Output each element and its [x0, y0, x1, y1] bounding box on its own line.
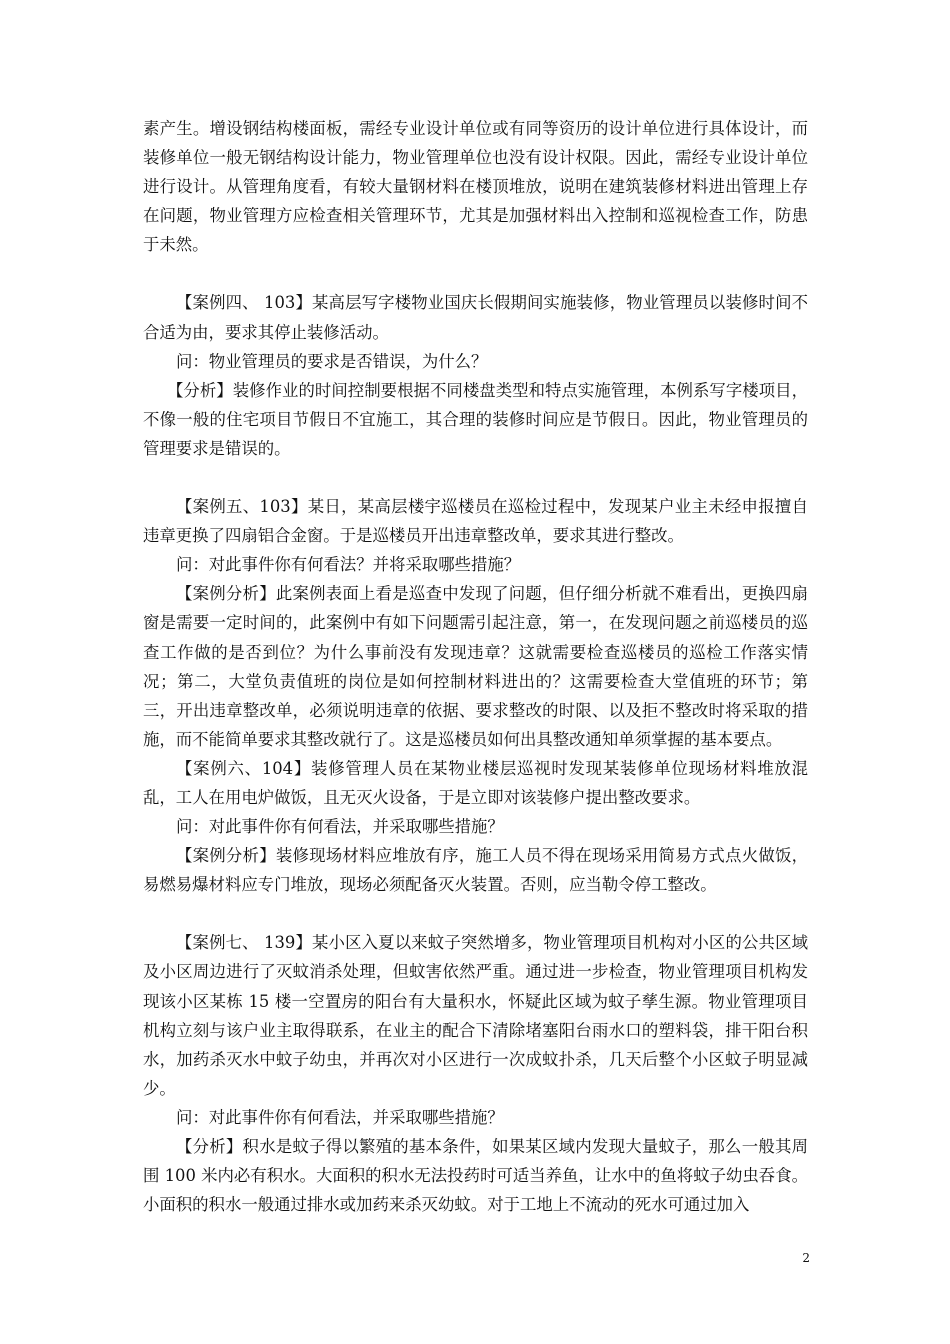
case-four-question: 问：物业管理员的要求是否错误，为什么？ [176, 351, 488, 371]
case-six-question: 问：对此事件你有何看法，并采取哪些措施？ [176, 817, 504, 837]
case-seven-question: 问：对此事件你有何看法，并采取哪些措施？ [176, 1107, 504, 1127]
case-five-analysis: 【案例分析】此案例表面上看是巡查中发现了问题，但仔细分析就不难看出，更换四扇窗是需要一定时间的，此案例中有如下问题需引起注意，第一，在发现问题之前巡楼员的巡查工作做的是否到位？为什么事前没有发现违章？这就需要检查巡楼员的巡检工作落实情况；第二，大堂负责值班的岗位是如何控制材料进出的？这需要检查大堂值班的环节；第三，开出违章整改单，必须说明违章的依据、要求整改的时限、以及拒不整改时将采取的措施，而不能简单要求其整改就行了。这是巡楼员如何出具整改通知单须掌握的基本要点。 [143, 584, 808, 749]
paragraph-gap [143, 899, 808, 928]
case-four-heading: 【案例四、 103】某高层写字楼物业国庆长假期间实施装修，物业管理员以装修时间不合适为由，要求其停止装修活动。 [143, 293, 808, 342]
paragraph-gap [143, 463, 808, 492]
paragraph-continuation: 素产生。增设钢结构楼面板，需经专业设计单位或有同等资历的设计单位进行具体设计，而装修单位一般无钢结构设计能力，物业管理单位也没有设计权限。因此，需经专业设计单位进行设计。从管理角度看，有较大量钢材料在楼顶堆放，说明在建筑装修材料进出管理上存在问题，物业管理方应检查相关管理环节，尤其是加强材料出入控制和巡视检查工作，防患于未然。 [143, 119, 808, 255]
case-four-analysis: 【分析】装修作业的时间控制要根据不同楼盘类型和特点实施管理，本例系写字楼项目，不像一般的住宅项目节假日不宜施工，其合理的装修时间应是节假日。因此，物业管理员的管理要求是错误的。 [143, 380, 808, 458]
paragraph-gap [143, 259, 808, 288]
case-five-heading: 【案例五、103】某日，某高层楼宇巡楼员在巡检过程中，发现某户业主未经申报擅自违章更换了四扇铝合金窗。于是巡楼员开出违章整改单，要求其进行整改。 [143, 497, 808, 546]
case-seven-analysis: 【分析】积水是蚊子得以繁殖的基本条件，如果某区域内发现大量蚊子，那么一般其周围 100 米内必有积水。大面积的积水无法投药时可适当养鱼，让水中的鱼将蚊子幼虫吞食。小面积的积水一般通过排水或加药来杀灭幼蚊。对于工地上不流动的死水可通过加入 [143, 1137, 808, 1215]
page-number: 2 [802, 1251, 810, 1265]
case-six-analysis: 【案例分析】装修现场材料应堆放有序，施工人员不得在现场采用简易方式点火做饭，易燃易爆材料应专门堆放，现场必须配备灭火装置。否则，应当勒令停工整改。 [143, 846, 808, 895]
case-five-question: 问：对此事件你有何看法？并将采取哪些措施？ [176, 555, 521, 575]
case-seven-heading: 【案例七、 139】某小区入夏以来蚊子突然增多，物业管理项目机构对小区的公共区域及小区周边进行了灭蚊消杀处理，但蚊害依然严重。通过进一步检查，物业管理项目机构发现该小区某栋 15 楼一空置房的阳台有大量积水，怀疑此区域为蚊子孳生源。物业管理项目机构立刻与该户业主取得联系，在业主的配合下清除堵塞阳台雨水口的塑料袋，排干阳台积水，加药杀灭水中蚊子幼虫，并再次对小区进行一次成蚊扑杀，几天后整个小区蚊子明显减少。 [143, 933, 808, 1098]
body-text [143, 114, 808, 1219]
case-six-heading: 【案例六、104】装修管理人员在某物业楼层巡视时发现某装修单位现场材料堆放混乱，工人在用电炉做饭，且无灭火设备，于是立即对该装修户提出整改要求。 [143, 758, 808, 807]
